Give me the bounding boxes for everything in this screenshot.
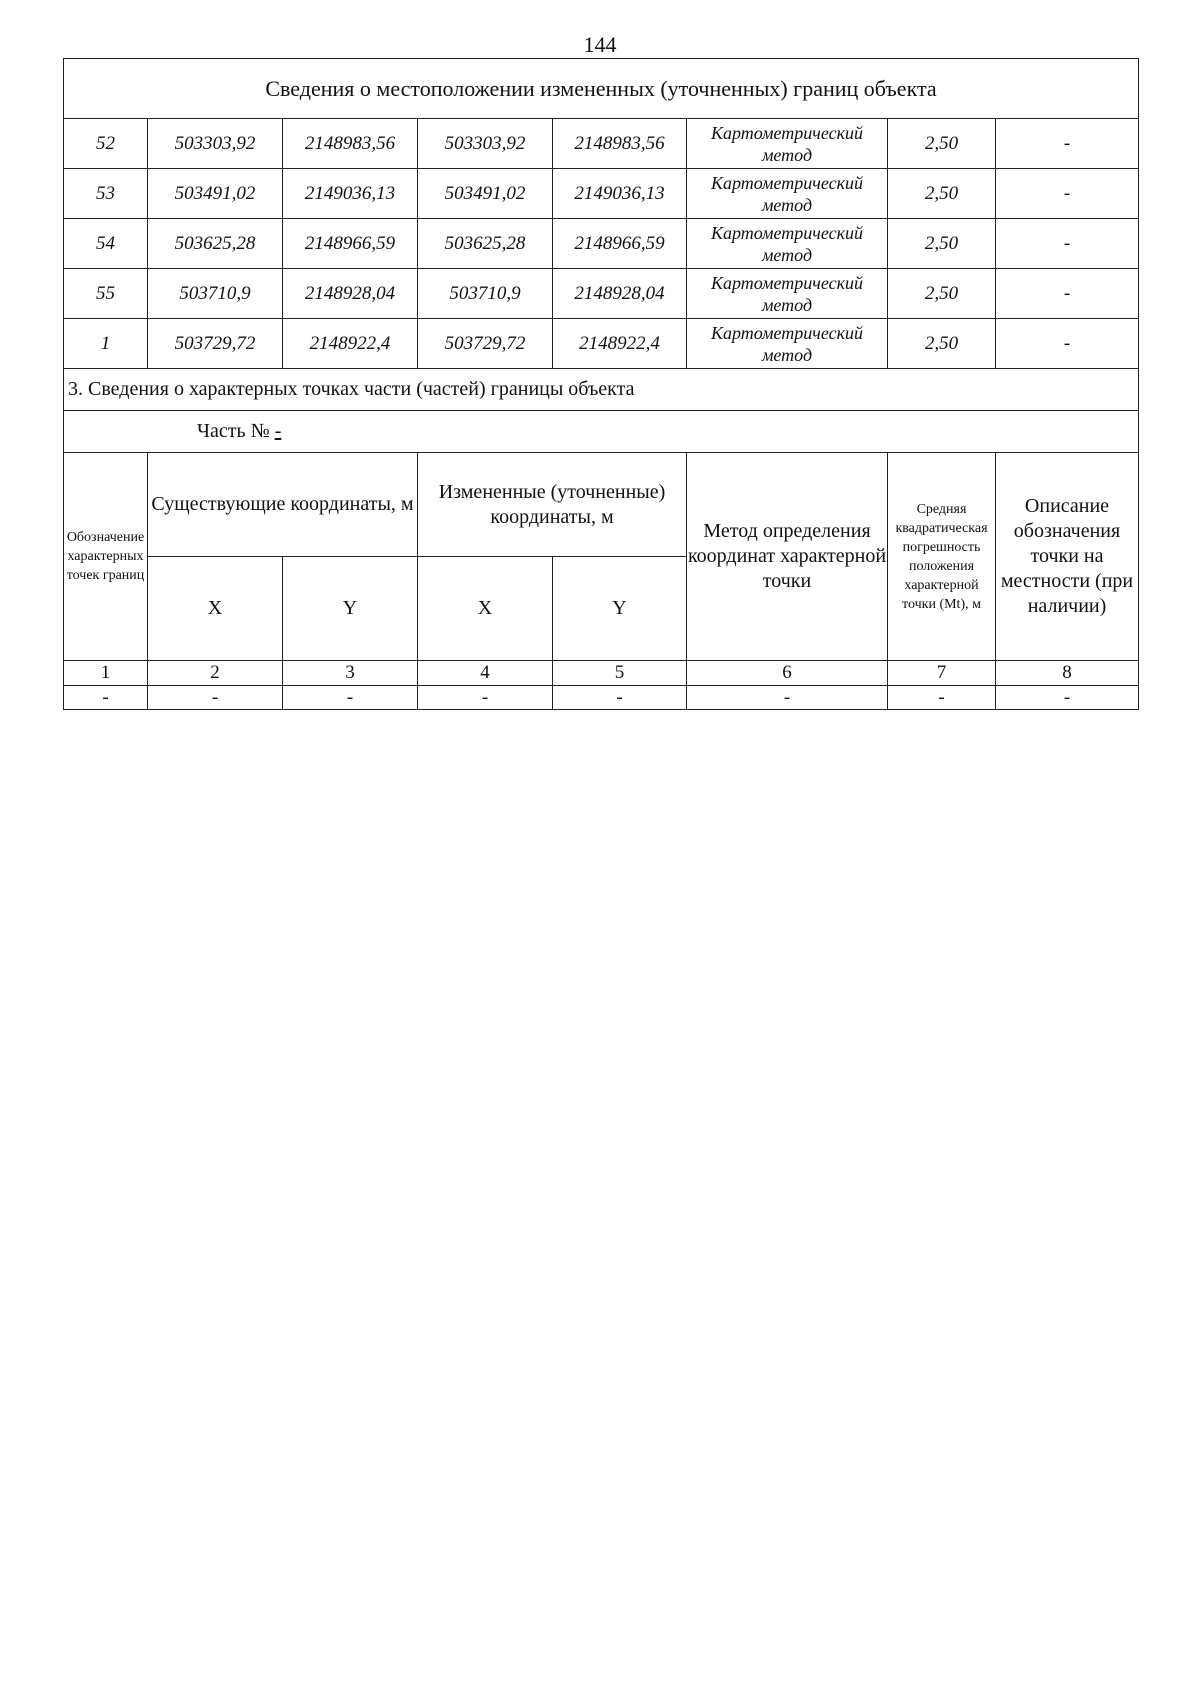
point-number: 55 xyxy=(64,269,148,319)
changed-y: 2148922,4 xyxy=(553,319,687,369)
point-number: 1 xyxy=(64,319,148,369)
empty-cell: - xyxy=(996,686,1139,710)
accuracy: 2,50 xyxy=(888,319,996,369)
point-number: 54 xyxy=(64,219,148,269)
description: - xyxy=(996,319,1139,369)
changed-x: 503710,9 xyxy=(418,269,553,319)
description: - xyxy=(996,119,1139,169)
empty-cell: - xyxy=(888,686,996,710)
empty-cell: - xyxy=(553,686,687,710)
table-row xyxy=(64,219,1139,269)
header-changed-y: Y xyxy=(553,557,687,661)
empty-cell: - xyxy=(148,686,283,710)
column-number: 1 xyxy=(64,661,148,686)
existing-y: 2148928,04 xyxy=(283,269,418,319)
description: - xyxy=(996,169,1139,219)
empty-data-row xyxy=(64,686,1139,710)
header-description: Описание обозначения точки на местности (при наличии) xyxy=(996,453,1139,661)
existing-x: 503625,28 xyxy=(148,219,283,269)
empty-cell: - xyxy=(418,686,553,710)
existing-y: 2148966,59 xyxy=(283,219,418,269)
changed-y: 2148928,04 xyxy=(553,269,687,319)
accuracy: 2,50 xyxy=(888,269,996,319)
existing-y: 2149036,13 xyxy=(283,169,418,219)
method: Картометрический метод xyxy=(687,219,888,269)
empty-cell: - xyxy=(64,686,148,710)
table-title: Сведения о местоположении измененных (уточненных) границ объекта xyxy=(64,59,1139,119)
page-number: 144 xyxy=(583,32,617,57)
header-method: Метод определения координат характерной точки xyxy=(687,453,888,661)
existing-y: 2148922,4 xyxy=(283,319,418,369)
table-row xyxy=(64,269,1139,319)
point-number: 53 xyxy=(64,169,148,219)
section-3-title: 3. Сведения о характерных точках части (частей) границы объекта xyxy=(64,369,1139,411)
header-point-designation: Обозначение характерных точек границ xyxy=(64,453,148,661)
existing-x: 503729,72 xyxy=(148,319,283,369)
existing-x: 503491,02 xyxy=(148,169,283,219)
part-number-row xyxy=(64,411,1139,453)
header-changed-x: X xyxy=(418,557,553,661)
column-numbers-row xyxy=(64,661,1139,686)
column-number: 5 xyxy=(553,661,687,686)
part-label: Часть № xyxy=(197,420,270,442)
description: - xyxy=(996,269,1139,319)
changed-y: 2149036,13 xyxy=(553,169,687,219)
column-number: 2 xyxy=(148,661,283,686)
point-number: 52 xyxy=(64,119,148,169)
table-row xyxy=(64,169,1139,219)
empty-cell: - xyxy=(283,686,418,710)
table-row xyxy=(64,119,1139,169)
header-existing-x: X xyxy=(148,557,283,661)
header-changed-coords: Измененные (уточненные) координаты, м xyxy=(418,453,687,557)
empty-cell: - xyxy=(687,686,888,710)
existing-x: 503710,9 xyxy=(148,269,283,319)
changed-x: 503729,72 xyxy=(418,319,553,369)
column-number: 7 xyxy=(888,661,996,686)
existing-y: 2148983,56 xyxy=(283,119,418,169)
description: - xyxy=(996,219,1139,269)
changed-x: 503303,92 xyxy=(418,119,553,169)
column-number: 4 xyxy=(418,661,553,686)
table-row xyxy=(64,319,1139,369)
method: Картометрический метод xyxy=(687,169,888,219)
header-accuracy: Средняя квадратическая погрешность положения характерной точки (Mt), м xyxy=(888,453,996,661)
existing-x: 503303,92 xyxy=(148,119,283,169)
changed-x: 503491,02 xyxy=(418,169,553,219)
accuracy: 2,50 xyxy=(888,219,996,269)
header-existing-y: Y xyxy=(283,557,418,661)
changed-y: 2148983,56 xyxy=(553,119,687,169)
method: Картометрический метод xyxy=(687,319,888,369)
changed-x: 503625,28 xyxy=(418,219,553,269)
column-number: 3 xyxy=(283,661,418,686)
accuracy: 2,50 xyxy=(888,169,996,219)
accuracy: 2,50 xyxy=(888,119,996,169)
method: Картометрический метод xyxy=(687,269,888,319)
changed-y: 2148966,59 xyxy=(553,219,687,269)
header-existing-coords: Существующие координаты, м xyxy=(148,453,418,557)
method: Картометрический метод xyxy=(687,119,888,169)
column-number: 6 xyxy=(687,661,888,686)
part-value: - xyxy=(274,420,282,442)
boundary-table xyxy=(63,58,1139,710)
column-number: 8 xyxy=(996,661,1139,686)
